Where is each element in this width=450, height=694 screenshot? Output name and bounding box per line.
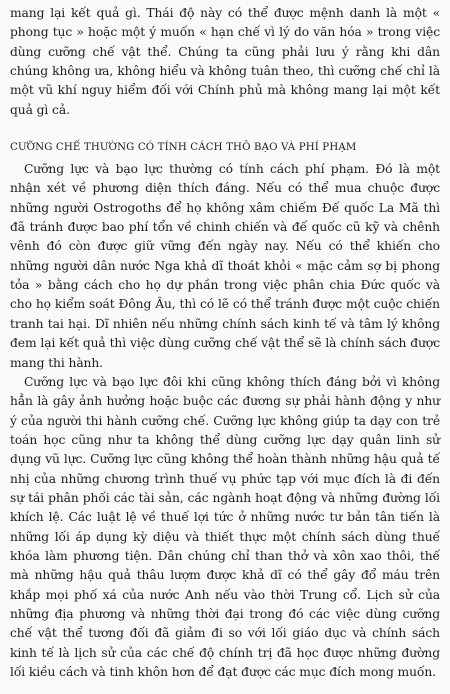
continued-paragraph: mang lại kết quả gì. Thái độ này có thể được mệnh danh là một « phong tục » hoặc một ý muốn « hạn chế vì lý do văn hóa » trong việc dùng cưỡng chế vật thể. Chúng ta cũng phải lưu ý rằng khi dân chúng không ưa, không hiểu và không tuân theo, thì cưỡng chế chỉ là một vũ khí nguy hiểm đối với Chính phủ mà không mang lại một kết quả gì cả. [10, 6, 440, 117]
body-paragraph: Cưỡng lực và bạo lực đôi khi cũng không thích đáng bởi vì không hẳn là gây ảnh hưởng hoặc buộc các đương sự phải hành động y như ý của người thi hành cưỡng chế. Cưỡng lực không giúp ta dạy con trẻ toán học cũng như ta không thể dùng cưỡng lực dạy quân linh sử dụng vũ lực. Cưỡng lực cũng không thể hoàn thành những hậu quả tế nhị của những chương trình thuế vụ phức tạp với mục đích là đi đến sự tái phân phối các tài sản, các ngành hoạt động và những đường lối khích lệ. Các luật lệ về thuế lợi tức ở những nước tư bản tân tiến là những lối áp dụng kỳ diệu và thiết thực một chính sách dùng thuế khóa làm phương tiện. Dân chúng chỉ than thở và xôn xao thôi, thế mà những hậu quả thâu lượm được khả dĩ có thể gây đổ máu trên khắp mọi phố xá của nước Anh nếu vào thời Trung cổ. Lịch sử của những địa phương và những thời đại trong đó các việc dùng cưỡng chế vật thể tương đối đã giảm đi so với lối giáo dục và chính sách kinh tế là lịch sử của các chế độ chính trị đã học được những đường lối kiều cách và tinh khôn hơn để đạt được các mục đích mong muốn. [10, 374, 440, 679]
body-paragraph: Cưỡng lực và bạo lực thường có tính cách phí phạm. Đó là một nhận xét về phương diện thích đáng. Nếu có thể mua chuộc được những người Ostrogoths để họ không xâm chiếm Đế quốc La Mã thì đã tránh được bao phí tổn về chinh chiến và đế quốc cũ kỹ và chênh vênh đó còn được giữ vững đến ngày nay. Nếu có thể khiến cho những người dân nước Nga khả dĩ thoát khỏi « mặc cảm sợ bị phong tỏa » bằng cách cho họ dự phần trong việc phân chia Đức quốc và cho họ kiểm soát Đông Âu, thì có lẽ có thể tránh được một cuộc chiến tranh tai hại. Dĩ nhiên nếu những chính sách kinh tế và tâm lý không đem lại kết quả thì việc dùng cưỡng chế vật thể sẽ là chính sách được mang thi hành. [10, 162, 440, 370]
section-heading: CƯỠNG CHẾ THƯỜNG CÓ TÍNH CÁCH THÔ BẠO VÀ PHÍ PHẠM [10, 142, 357, 154]
